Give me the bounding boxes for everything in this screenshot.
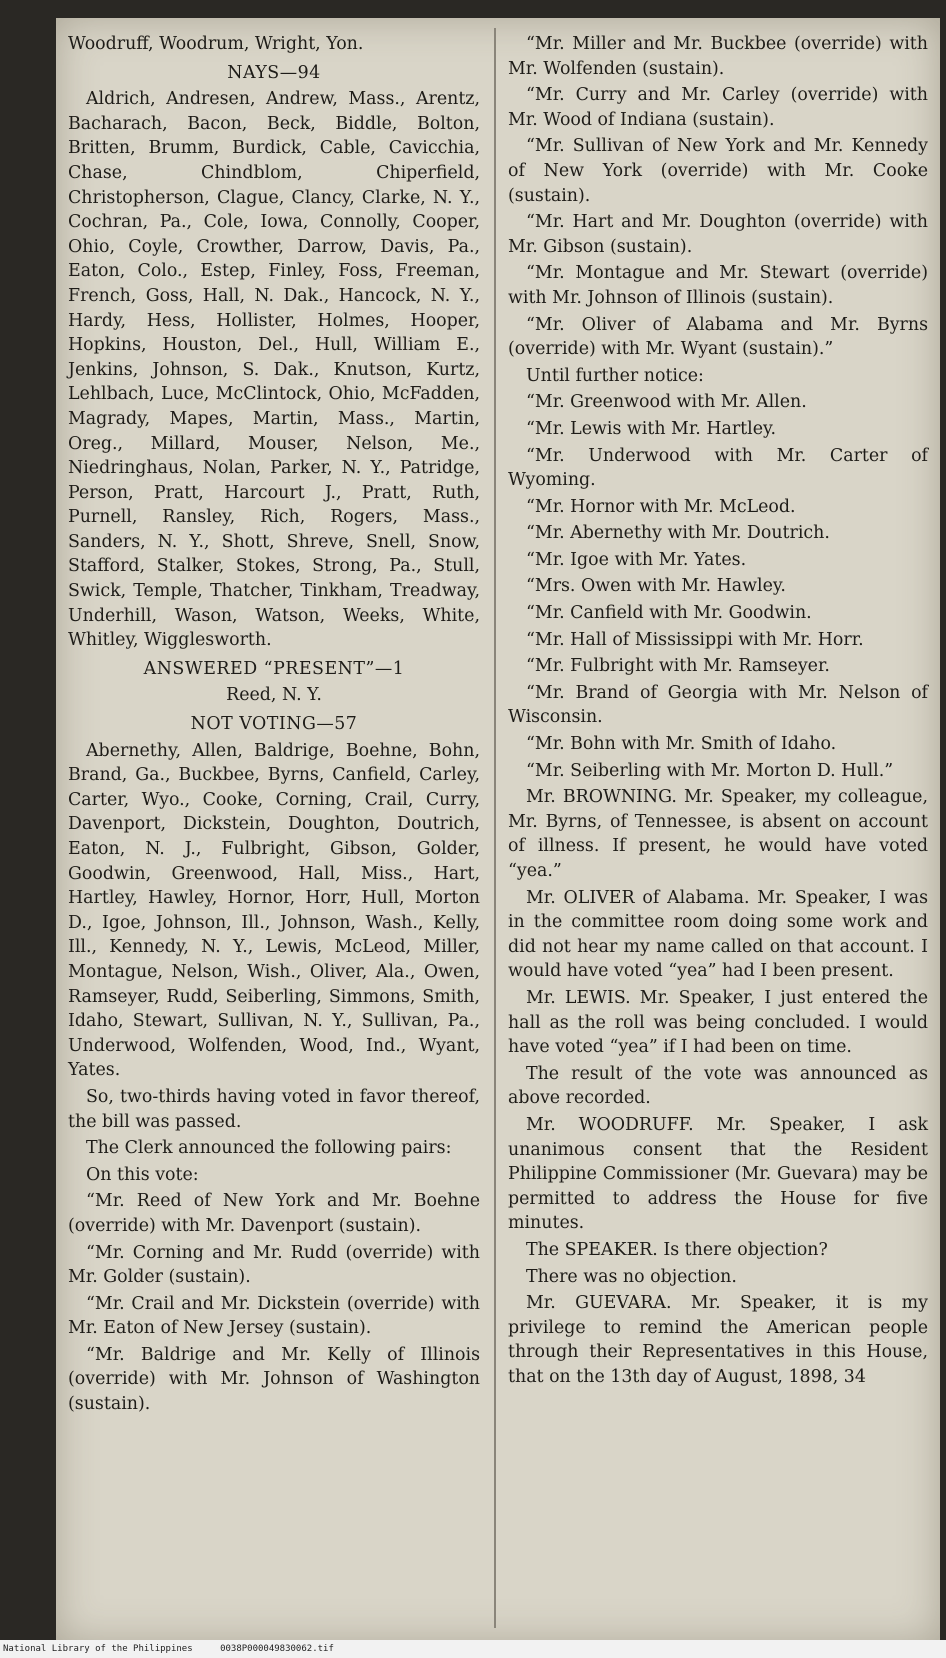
pair-entry: “Mr. Canfield with Mr. Goodwin. [526,603,812,624]
pair-entry: “Mr. Curry and Mr. Carley (override) with Mr. Wood of Indiana (sustain). [508,85,928,130]
pair-entry: “Mr. Abernethy with Mr. Doutrich. [526,523,830,544]
pair-entry: “Mr. Seiberling with Mr. Morton D. Hull.” [526,760,894,781]
pair-entry: “Mr. Greenwood with Mr. Allen. [526,392,807,413]
pair-entry: “Mr. Montague and Mr. Stewart (override) with Mr. Johnson of Illinois (sustain). [508,263,928,308]
pair-entry: “Mr. Fulbright with Mr. Ramseyer. [526,656,830,677]
not-voting-list: Abernethy, Allen, Baldrige, Boehne, Bohn, Brand, Ga., Buckbee, Byrns, Canfield, Carley, Carter, Wyo., Cooke, Corning, Crail, Curry, Davenport, Dickstein, Doughton, Doutrich, Eaton, N. J., Fulbright, Gibson, Golder, Goodwin, Greenwood, Hall, Miss., Hart, Hartley, Hawley, Hornor, Horr, Hull, Morton D., Igoe, Johnson, Ill., Johnson, Wash., Kelly, Ill., Kennedy, N. Y., Lewis, McLeod, Miller, Montague, Nelson, Wish., Oliver, Ala., Owen, Ramseyer, Rudd, Seiberling, Simmons, Smith, Idaho, Stewart, Sullivan, N. Y., Sullivan, Pa., Underwood, Wolfenden, Wood, Ind., Wyant, Yates. [68,740,480,1081]
text-paragraph: The result of the vote was announced as above recorded. [508,1063,928,1109]
pair-entry: “Mr. Igoe with Mr. Yates. [526,549,747,570]
text-paragraph: The Clerk announced the following pairs: [86,1138,452,1159]
pair-entry: “Mr. Crail and Mr. Dickstein (override) with Mr. Eaton of New Jersey (sustain). [68,1293,480,1339]
nays-heading: NAYS—94 [227,62,321,83]
pair-entry: “Mr. Bohn with Mr. Smith of Idaho. [526,734,837,755]
pair-entry: “Mr. Brand of Georgia with Mr. Nelson of Wisconsin. [508,682,928,728]
pair-entry: “Mr. Lewis with Mr. Hartley. [526,418,777,439]
pair-entry: “Mr. Hall of Mississippi with Mr. Horr. [526,629,864,650]
present-heading: ANSWERED “PRESENT”—1 [143,658,405,679]
text-paragraph: Mr. WOODRUFF. Mr. Speaker, I ask unanimous consent that the Resident Philippine Commissioner (Mr. Guevara) may be permitted to address the House for five minutes. [508,1114,928,1234]
present-name: Reed, N. Y. [226,685,322,706]
right-column [508,32,928,1391]
pair-entry: “Mr. Oliver of Alabama and Mr. Byrns (override) with Mr. Wyant (sustain).” [508,314,928,360]
library-label: National Library of the Philippines [3,1644,193,1654]
pair-entry: “Mr. Baldrige and Mr. Kelly of Illinois (override) with Mr. Johnson of Washington (sustain). [68,1344,480,1415]
pair-entry: “Mr. Hart and Mr. Doughton (override) with Mr. Gibson (sustain). [508,212,928,257]
text-paragraph: Mr. GUEVARA. Mr. Speaker, it is my privilege to remind the American people through their Representatives in this House, that on the 13th day of August, 1898, 34 [508,1293,928,1387]
pair-entry: “Mr. Corning and Mr. Rudd (override) with Mr. Golder (sustain). [68,1242,480,1288]
nays-list: Aldrich, Andresen, Andrew, Mass., Arentz, Bacharach, Bacon, Beck, Biddle, Bolton, Britten, Brumm, Burdick, Cable, Cavicchia, Chase, Chindblom, Chiperfield, Christopherson, Clague, Clancy, Clarke, N. Y., Cochran, Pa., Cole, Iowa, Connolly, Cooper, Ohio, Coyle, Crowther, Darrow, Davis, Pa., Eaton, Colo., Estep, Finley, Foss, Freeman, French, Goss, Hall, N. Dak., Hancock, N. Y., Hardy, Hess, Hollister, Holmes, Hooper, Hopkins, Houston, Del., Hull, William E., Jenkins, Johnson, S. Dak., Knutson, Kurtz, Lehlbach, Luce, McClintock, Ohio, McFadden, Magrady, Mapes, Martin, Mass., Martin, Oreg., Millard, Mouser, Nelson, Me., Niedringhaus, Nolan, Parker, N. Y., Patridge, Person, Pratt, Harcourt J., Pratt, Ruth, Purnell, Ransley, Rich, Rogers, Mass., Sanders, N. Y., Shott, Shreve, Snell, Snow, Stafford, Stalker, Stokes, Strong, Pa., Stull, Swick, Temple, Thatcher, Tinkham, Treadway, Underhill, Wason, Watson, Weeks, White, Whitley, Wigglesworth. [68,89,480,651]
newspaper-clipping [56,18,940,1643]
text-paragraph: On this vote: [86,1164,199,1185]
pair-entry: “Mrs. Owen with Mr. Hawley. [526,576,786,597]
pair-entry: “Mr. Reed of New York and Mr. Boehne (override) with Mr. Davenport (sustain). [68,1191,480,1236]
text-paragraph: Woodruff, Woodrum, Wright, Yon. [68,34,364,54]
pair-entry: “Mr. Miller and Mr. Buckbee (override) with Mr. Wolfenden (sustain). [508,34,928,79]
pair-entry: “Mr. Hornor with Mr. McLeod. [526,496,796,517]
text-paragraph: There was no objection. [526,1266,737,1287]
pair-entry: “Mr. Underwood with Mr. Carter of Wyoming. [508,445,928,491]
file-label: 0038P000049830062.tif [220,1644,334,1654]
text-paragraph: So, two-thirds having voted in favor thereof, the bill was passed. [68,1086,480,1132]
scan-footer [0,1640,946,1658]
pair-entry: “Mr. Sullivan of New York and Mr. Kennedy of New York (override) with Mr. Cooke (sustain). [508,136,928,206]
text-paragraph: Mr. LEWIS. Mr. Speaker, I just entered the hall as the roll was being concluded. I would have voted “yea” if I had been on time. [508,987,928,1058]
left-column [68,32,480,1419]
column-divider [494,28,496,1628]
text-paragraph: Mr. BROWNING. Mr. Speaker, my colleague, Mr. Byrns, of Tennessee, is absent on account of illness. If present, he would have voted “yea.” [508,787,928,881]
text-paragraph: Until further notice: [526,365,704,386]
text-paragraph: Mr. OLIVER of Alabama. Mr. Speaker, I was in the committee room doing some work and did not hear my name called on that account. I would have voted “yea” had I been present. [508,887,928,982]
not-voting-heading: NOT VOTING—57 [190,714,358,735]
text-paragraph: The SPEAKER. Is there objection? [526,1239,828,1260]
